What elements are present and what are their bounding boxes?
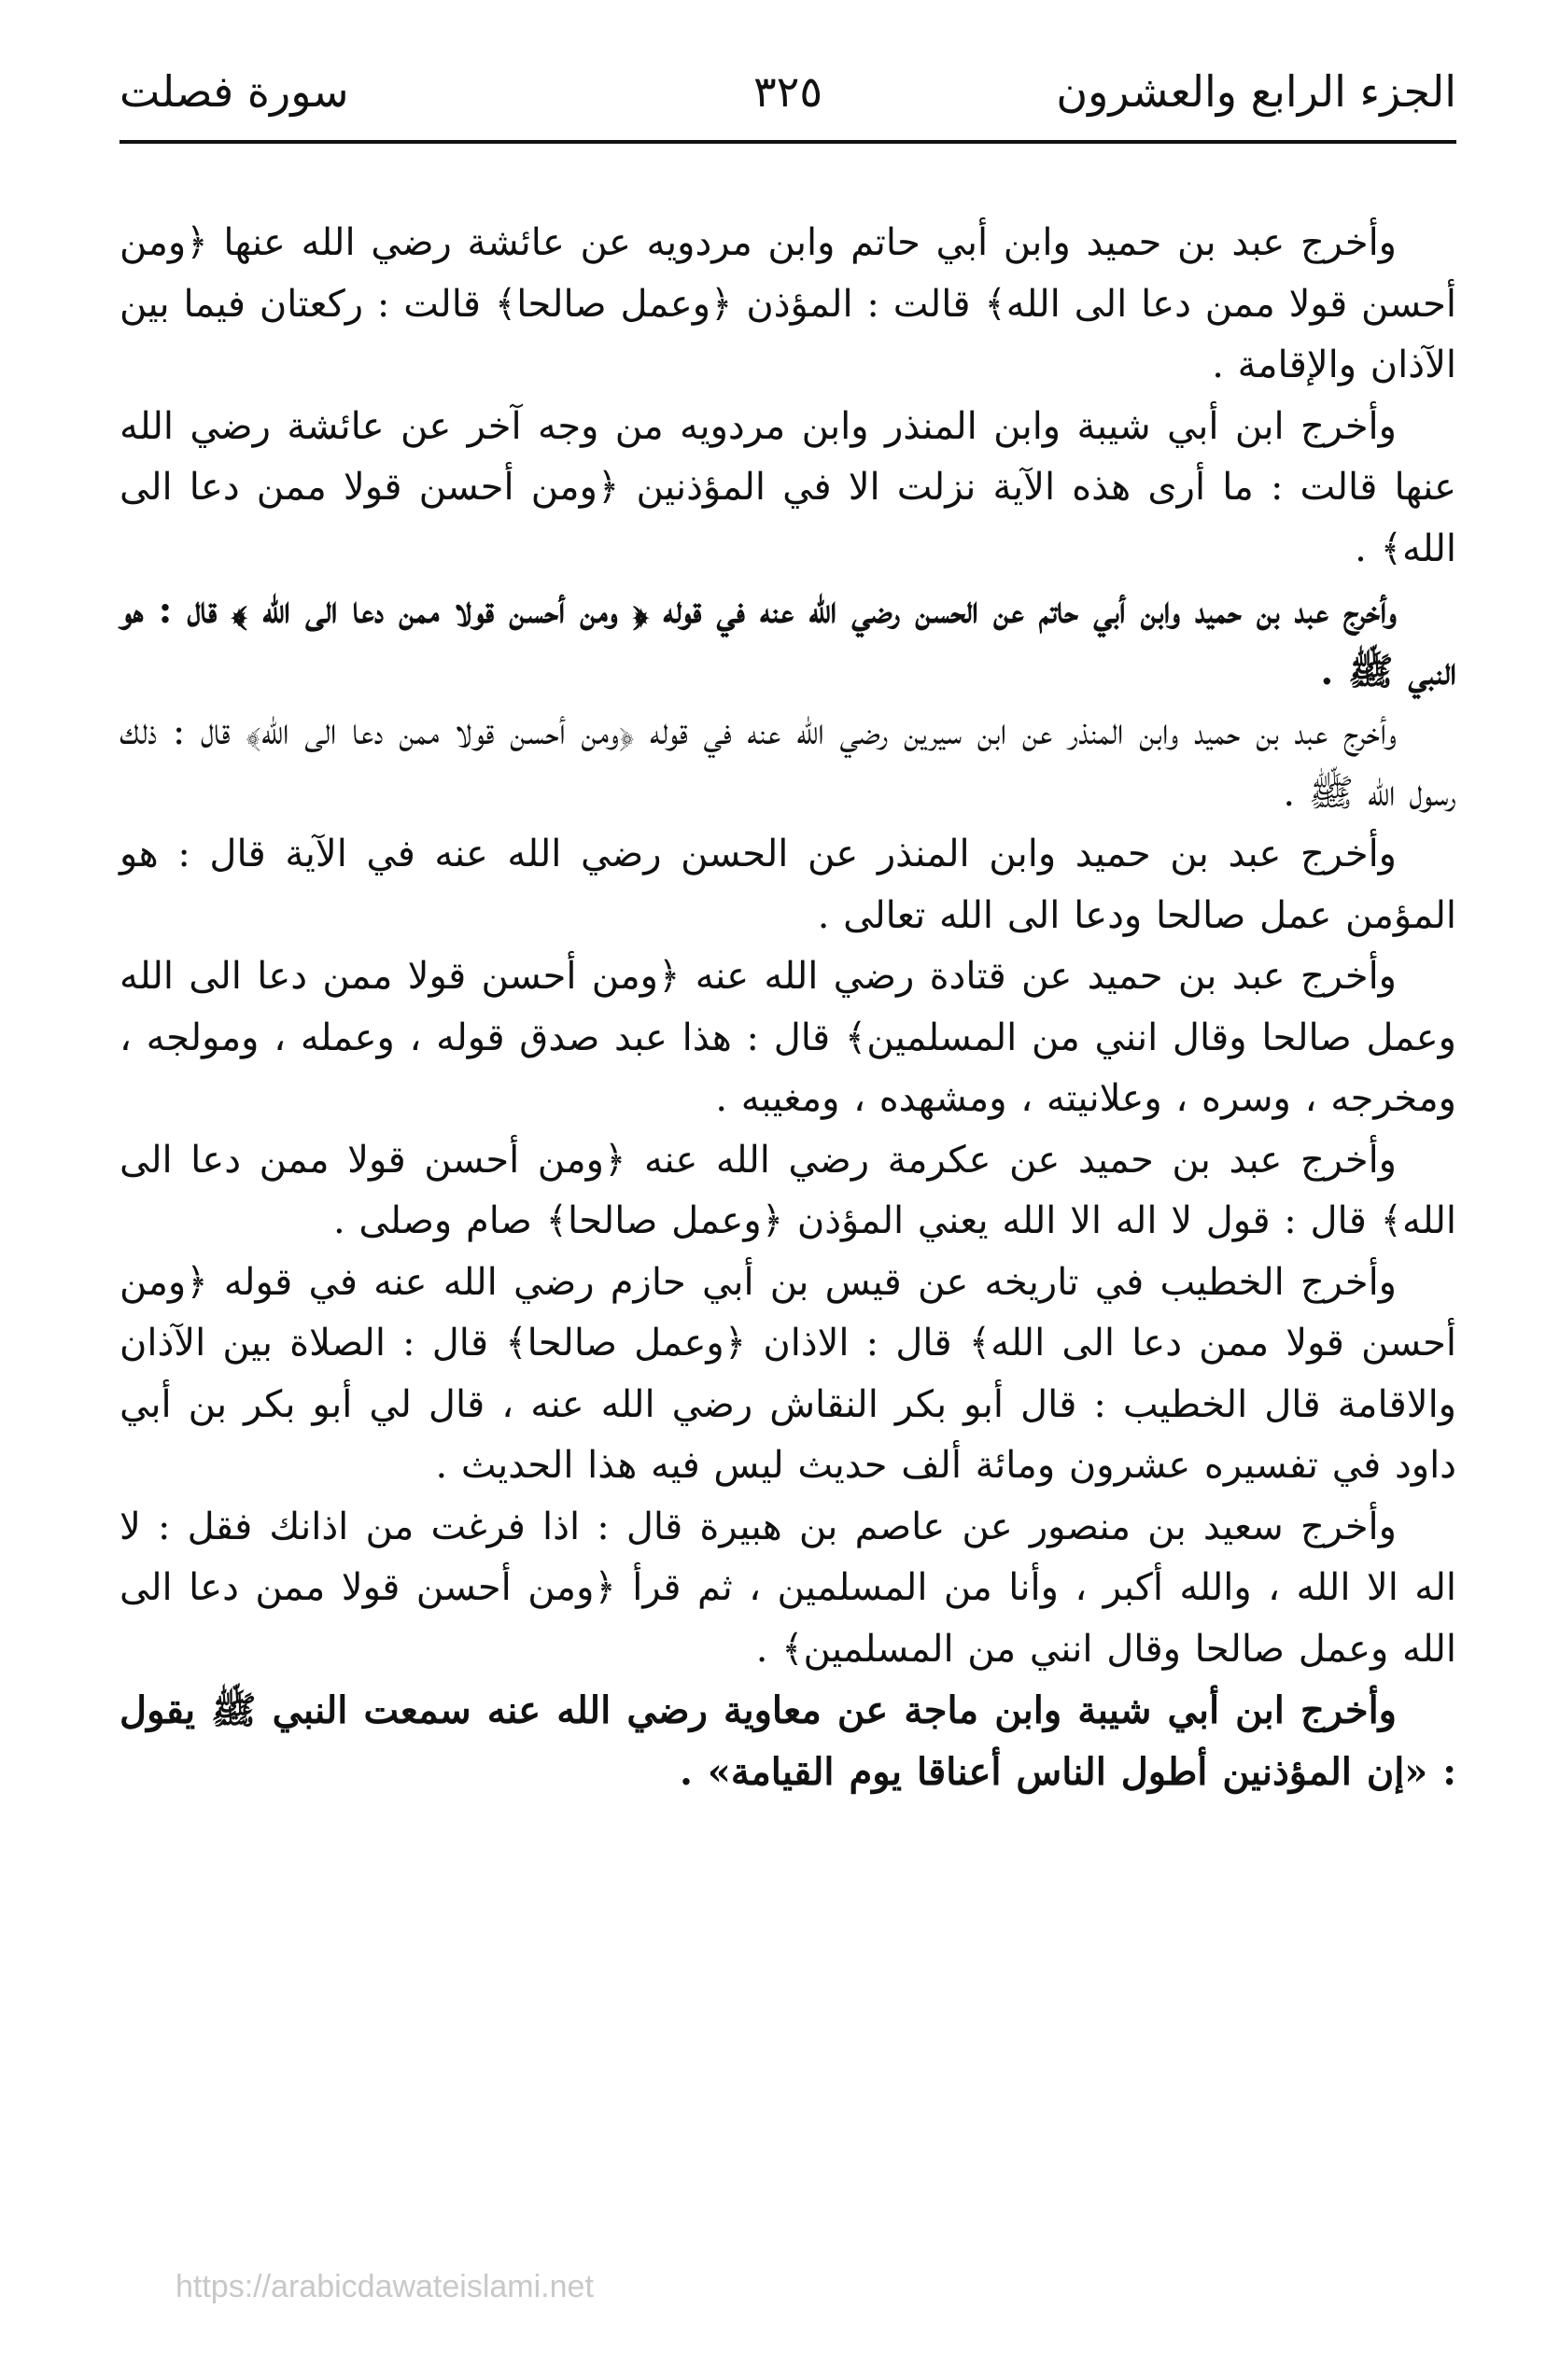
paragraph-9: وأخرج سعيد بن منصور عن عاصم بن هبيرة قال : اذا فرغت من اذانك فقل : لا اله الا الله ، والله أكبر ، وأنا من المسلمين ، ثم قرأ ﴿ومن أحسن قولا ممن دعا الى الله وعمل صالحا وقال انني من المسلمين﴾ . bbox=[119, 1505, 1456, 1671]
watermark: https://arabicdawateislami.net bbox=[176, 2269, 594, 2304]
paragraph-10: وأخرج ابن أبي شيبة وابن ماجة عن معاوية رضي الله عنه سمعت النبي ﷺ يقول : «إن المؤذنين أطول الناس أعناقا يوم القيامة» . bbox=[119, 1688, 1456, 1794]
paragraph-7: وأخرج عبد بن حميد عن عكرمة رضي الله عنه ﴿ومن أحسن قولا ممن دعا الى الله﴾ قال : قول لا اله الا الله يعني المؤذن ﴿وعمل صالحا﴾ صام وصلى . bbox=[119, 1138, 1456, 1242]
paragraph-5: وأخرج عبد بن حميد وابن المنذر عن الحسن رضي الله عنه في الآية قال : هو المؤمن عمل صالحا ودعا الى الله تعالى . bbox=[119, 833, 1456, 937]
paragraph-3: وأخرج عبد بن حميد وابن أبي حاتم عن الحسن رضي الله عنه في قوله ﴿ ومن أحسن قولا ممن دعا الى الله ﴾ قال : هو النبي ﷺ . bbox=[119, 588, 1456, 693]
page-number: ٣٢٥ bbox=[752, 66, 823, 117]
paragraph-6: وأخرج عبد بن حميد عن قتادة رضي الله عنه ﴿ومن أحسن قولا ممن دعا الى الله وعمل صالحا وقال انني من المسلمين﴾ قال : هذا عبد صدق قوله ، وعمله ، ومولجه ، ومخرجه ، وسره ، وعلانيته ، ومشهده ، ومغيبه . bbox=[119, 955, 1456, 1120]
header-divider bbox=[119, 140, 1456, 144]
paragraph-8: وأخرج الخطيب في تاريخه عن قيس بن أبي حازم رضي الله عنه في قوله ﴿ومن أحسن قولا ممن دعا الى الله﴾ قال : الاذان ﴿وعمل صالحا﴾ قال : الصلاة بين الآذان والاقامة قال الخطيب : قال أبو بكر النقاش رضي الله عنه ، قال لي أبو بكر بن أبي داود في تفسيره عشرون ومائة ألف حديث ليس فيه هذا الحديث . bbox=[119, 1260, 1456, 1487]
paragraph-1: وأخرج عبد بن حميد وابن أبي حاتم وابن مردويه عن عائشة رضي الله عنها ﴿ومن أحسن قولا ممن دعا الى الله﴾ قالت : المؤذن ﴿وعمل صالحا﴾ قالت : ركعتان فيما بين الآذان والإقامة . bbox=[119, 221, 1456, 386]
paragraph-4: وأخرج عبد بن حميد وابن المنذر عن ابن سيرين رضي الله عنه في قوله ﴿ومن أحسن قولا ممن دعا الى الله﴾ قال : ذلك رسول الله ﷺ . bbox=[119, 710, 1456, 815]
surah-title: سورة فصلت bbox=[119, 66, 349, 117]
page-body bbox=[119, 213, 1456, 1802]
margin-speck bbox=[1489, 1400, 1506, 1417]
paragraph-2: وأخرج ابن أبي شيبة وابن المنذر وابن مردويه من وجه آخر عن عائشة رضي الله عنها قالت : ما أرى هذه الآية نزلت الا في المؤذنين ﴿ومن أحسن قولا ممن دعا الى الله﴾ . bbox=[119, 404, 1456, 570]
part-title: الجزء الرابع والعشرون bbox=[1056, 66, 1456, 117]
page-header bbox=[119, 56, 1456, 131]
